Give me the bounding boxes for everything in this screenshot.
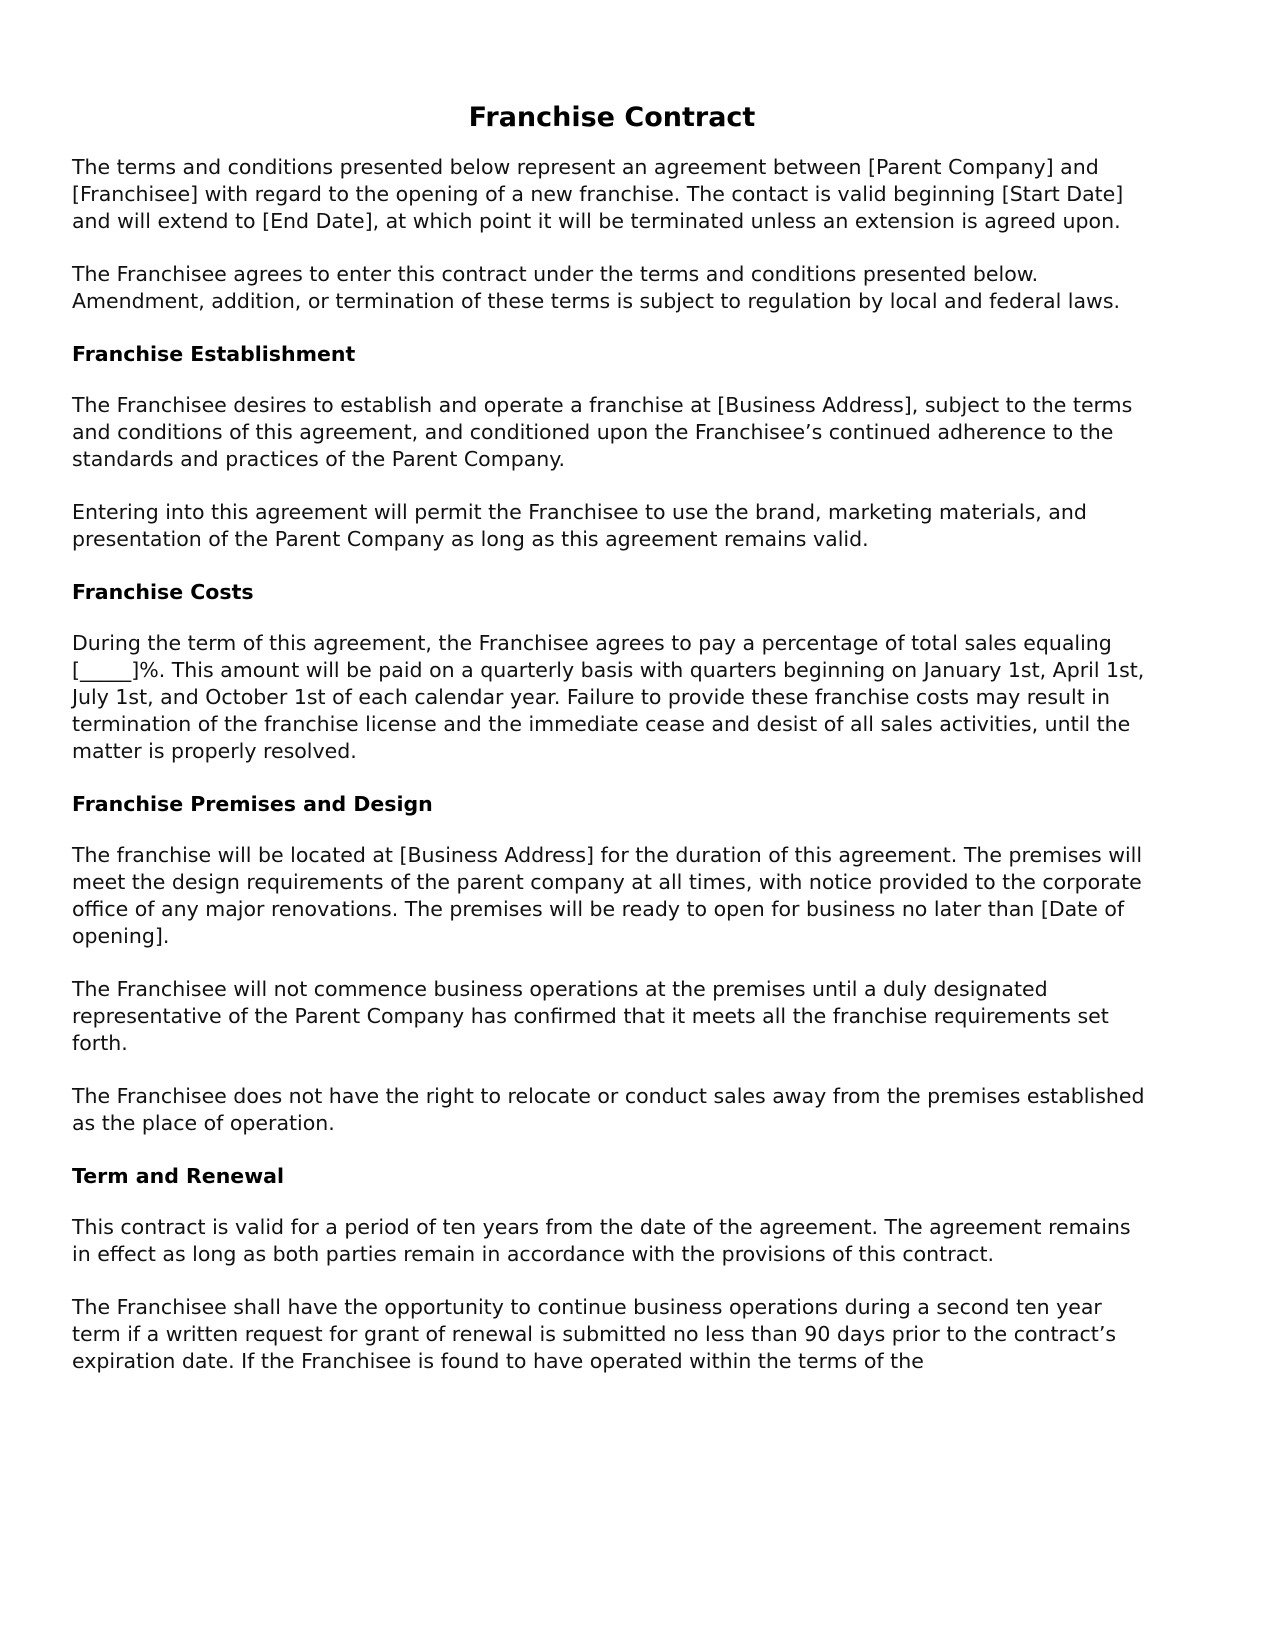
document-page xyxy=(72,100,1152,1401)
document-title: Franchise Contract xyxy=(468,102,756,133)
section-paragraph: The Franchisee does not have the right to relocate or conduct sales away from the premises established as the place of operation. xyxy=(72,1084,1145,1135)
section-paragraph: The Franchisee will not commence business operations at the premises until a duly designated representative of the Parent Company has confirmed that it meets all the franchise requirements set forth. xyxy=(72,977,1109,1055)
section-paragraph: The franchise will be located at [Business Address] for the duration of this agreement. The premises will meet the design requirements of the parent company at all times, with notice provided to the corporate office of any major renovations. The premises will be ready to open for business no later than [Date of opening]. xyxy=(72,843,1143,948)
intro-paragraph: The terms and conditions presented below represent an agreement between [Parent Company] and [Franchisee] with regard to the opening of a new franchise. The contact is valid beginning [Start Date] and will extend to [End Date], at which point it will be terminated unless an extension is agreed upon. xyxy=(72,155,1124,233)
section-heading-premises: Franchise Premises and Design xyxy=(72,792,433,816)
section-heading-establishment: Franchise Establishment xyxy=(72,342,356,366)
section-heading-term-renewal: Term and Renewal xyxy=(72,1164,284,1188)
section-paragraph: This contract is valid for a period of ten years from the date of the agreement. The agreement remains in effect as long as both parties remain in accordance with the provisions of this contract. xyxy=(72,1215,1131,1266)
section-heading-costs: Franchise Costs xyxy=(72,580,254,604)
section-paragraph: Entering into this agreement will permit the Franchisee to use the brand, marketing materials, and presentation of the Parent Company as long as this agreement remains valid. xyxy=(72,500,1087,551)
intro-paragraph: The Franchisee agrees to enter this contract under the terms and conditions presented below. Amendment, addition, or termination of these terms is subject to regulation by local and federal laws. xyxy=(72,262,1121,313)
section-paragraph: During the term of this agreement, the Franchisee agrees to pay a percentage of total sales equaling [_____]%. This amount will be paid on a quarterly basis with quarters beginning on January 1st, April 1st, July 1st, and October 1st of each calendar year. Failure to provide these franchise costs may result in termination of the franchise license and the immediate cease and desist of all sales activities, until the matter is properly resolved. xyxy=(72,631,1145,763)
section-paragraph: The Franchisee shall have the opportunity to continue business operations during a second ten year term if a written request for grant of renewal is submitted no less than 90 days prior to the contract’s expiration date. If the Franchisee is found to have operated within the terms of the xyxy=(72,1295,1117,1373)
section-paragraph: The Franchisee desires to establish and operate a franchise at [Business Address], subject to the terms and conditions of this agreement, and conditioned upon the Franchisee’s continued adherence to the standards and practices of the Parent Company. xyxy=(72,393,1133,471)
